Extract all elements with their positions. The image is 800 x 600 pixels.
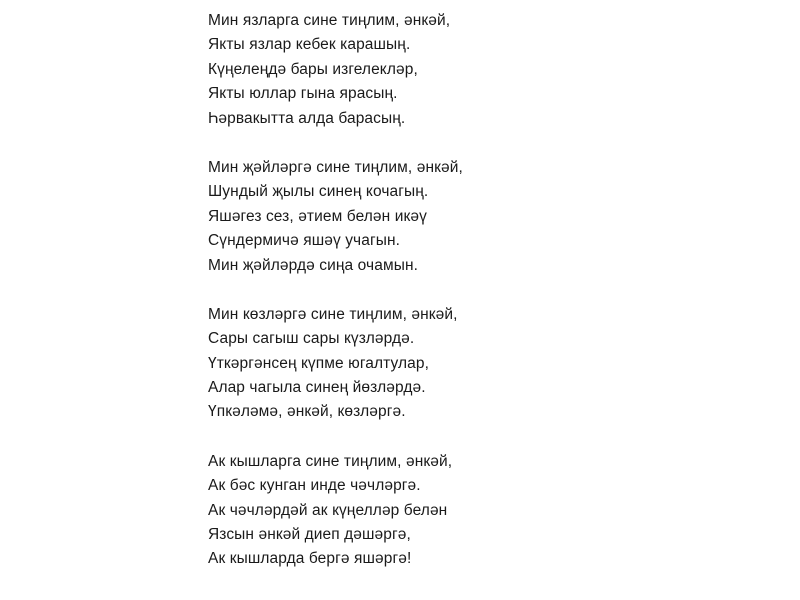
poem-line: Ак кышларда бергә яшәргә!: [208, 550, 412, 568]
poem-line: Үпкәләмә, әнкәй, көзләргә.: [208, 403, 406, 421]
poem-line: Ак кышларга сине тиңлим, әнкәй,: [208, 452, 453, 470]
poem-line: Якты язлар кебек карашың.: [208, 36, 411, 54]
poem-line: Мин җәйләргә сине тиңлим, әнкәй,: [208, 158, 463, 176]
stanza-winter: [208, 450, 728, 572]
poem-line: Мин язларга сине тиңлим, әнкәй,: [208, 12, 451, 29]
stanza-spring: [208, 9, 728, 131]
poem-line: Һәрвакытта алда барасың.: [208, 109, 406, 127]
stanza-autumn: [208, 303, 728, 425]
poem-line: Мин көзләргә сине тиңлим, әнкәй,: [208, 305, 458, 323]
stanza-summer: [208, 156, 728, 278]
poem-line: Алар чагыла синең йөзләрдә.: [208, 379, 426, 397]
poem-line: Якты юллар гына ярасың.: [208, 85, 398, 103]
poem-line: Сүндермичә яшәү учагын.: [208, 232, 401, 250]
poem-line: Шундый җылы синең кочагың.: [208, 183, 429, 201]
poem-line: Ак чәчләрдәй ак күңелләр белән: [208, 501, 448, 519]
poem-line: Ак бәс кунган инде чәчләргә.: [208, 477, 421, 495]
poem-line: Сары сагыш сары күзләрдә.: [208, 330, 415, 348]
poem-line: Күңелеңдә бары изгелекләр,: [208, 60, 418, 78]
poem-line: Язсын әнкәй диеп дәшәргә,: [208, 526, 411, 544]
poem-line: Яшәгез сез, әтием белән икәү: [208, 207, 427, 225]
poem-line: Мин җәйләрдә сиңа очамын.: [208, 256, 419, 274]
poem: [208, 9, 728, 572]
poem-line: Үткәргәнсең күпме югалтулар,: [208, 354, 429, 372]
